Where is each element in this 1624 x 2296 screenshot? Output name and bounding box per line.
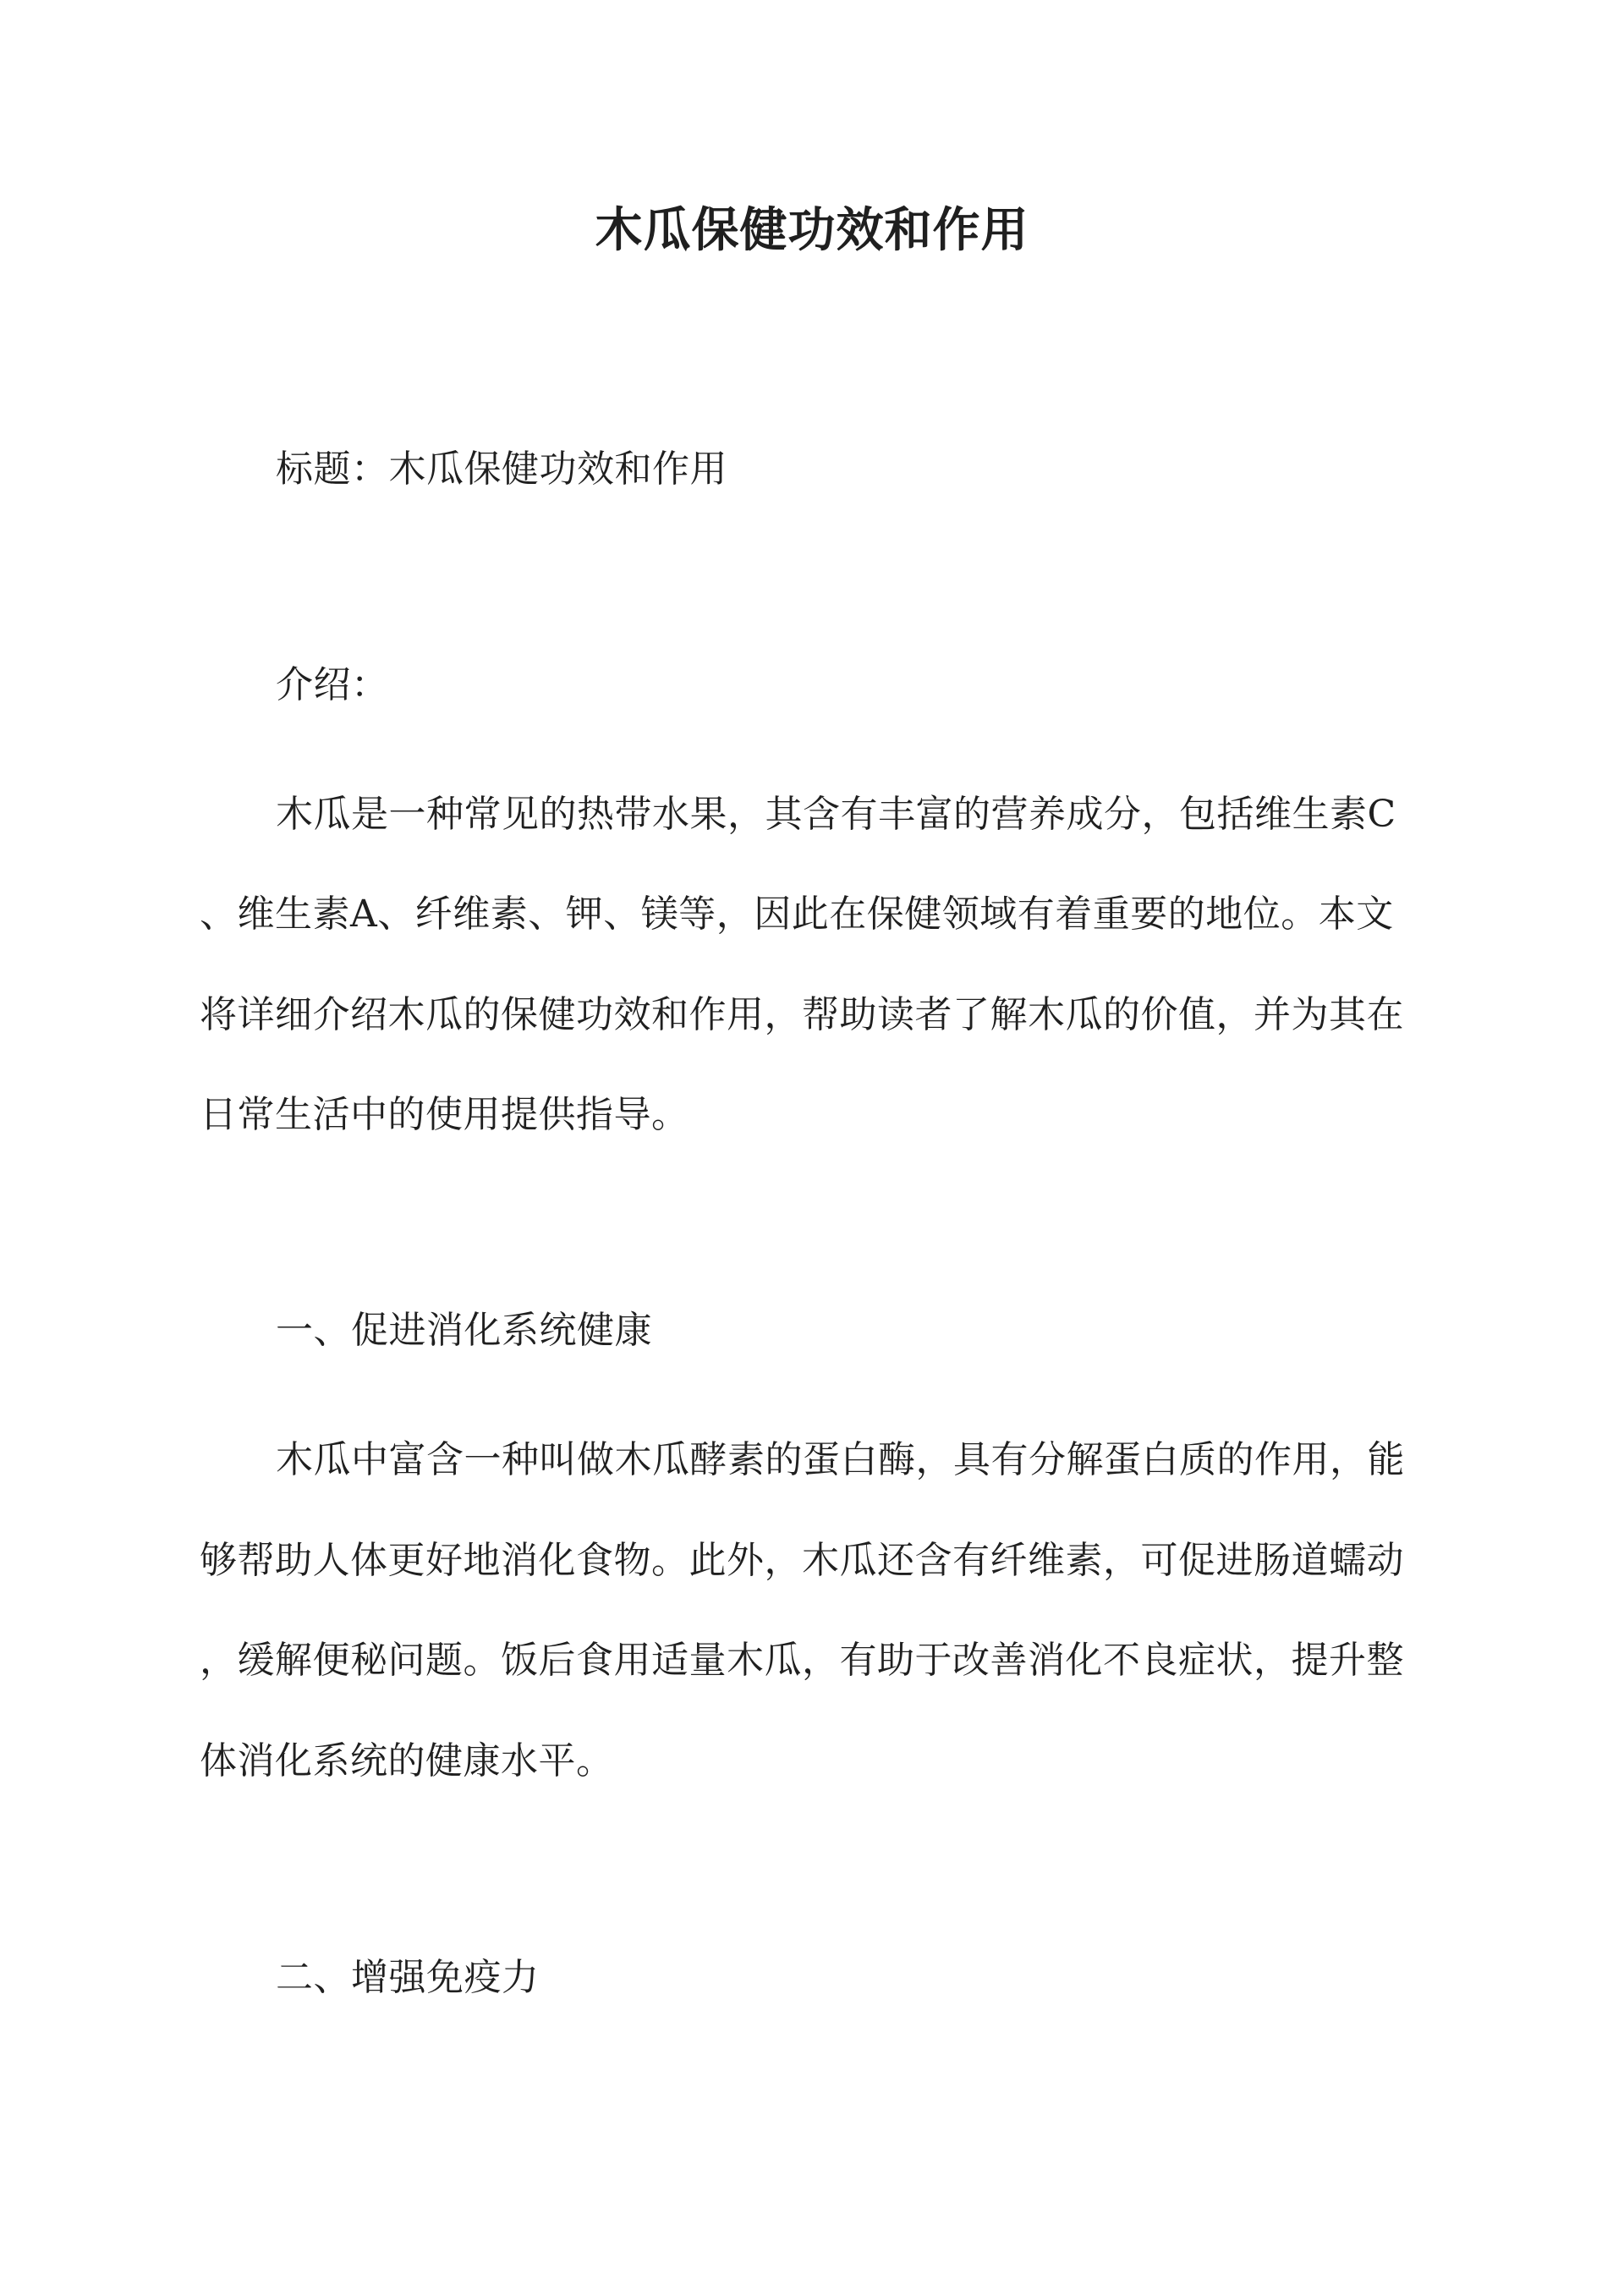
subtitle-line: 标题：木瓜保健功效和作用 bbox=[276, 448, 727, 491]
section-paragraph-line: ，缓解便秘问题。饭后食用适量木瓜，有助于改善消化不良症状，提升整 bbox=[200, 1639, 1404, 1682]
document-title: 木瓜保健功效和作用 bbox=[595, 202, 1029, 258]
intro-paragraph-line: 日常生活中的使用提供指导。 bbox=[200, 1093, 689, 1136]
section-paragraph-line: 木瓜中富含一种叫做木瓜酵素的蛋白酶，具有分解蛋白质的作用，能 bbox=[276, 1438, 1405, 1481]
section-paragraph-line: 体消化系统的健康水平。 bbox=[200, 1739, 614, 1782]
intro-paragraph-line: 木瓜是一种常见的热带水果，其含有丰富的营养成分，包括维生素C bbox=[276, 793, 1396, 836]
intro-paragraph-line: 将详细介绍木瓜的保健功效和作用，帮助读者了解木瓜的价值，并为其在 bbox=[200, 993, 1404, 1036]
section-heading-digestion: 一、促进消化系统健康 bbox=[276, 1309, 652, 1352]
intro-heading: 介绍： bbox=[276, 663, 389, 706]
section-heading-immunity: 二、增强免疫力 bbox=[276, 1956, 540, 1999]
intro-paragraph-line: 、维生素A、纤维素、钾、镁等，因此在保健领域有着重要的地位。本文 bbox=[200, 893, 1394, 936]
section-paragraph-line: 够帮助人体更好地消化食物。此外，木瓜还含有纤维素，可促进肠道蠕动 bbox=[200, 1539, 1404, 1582]
